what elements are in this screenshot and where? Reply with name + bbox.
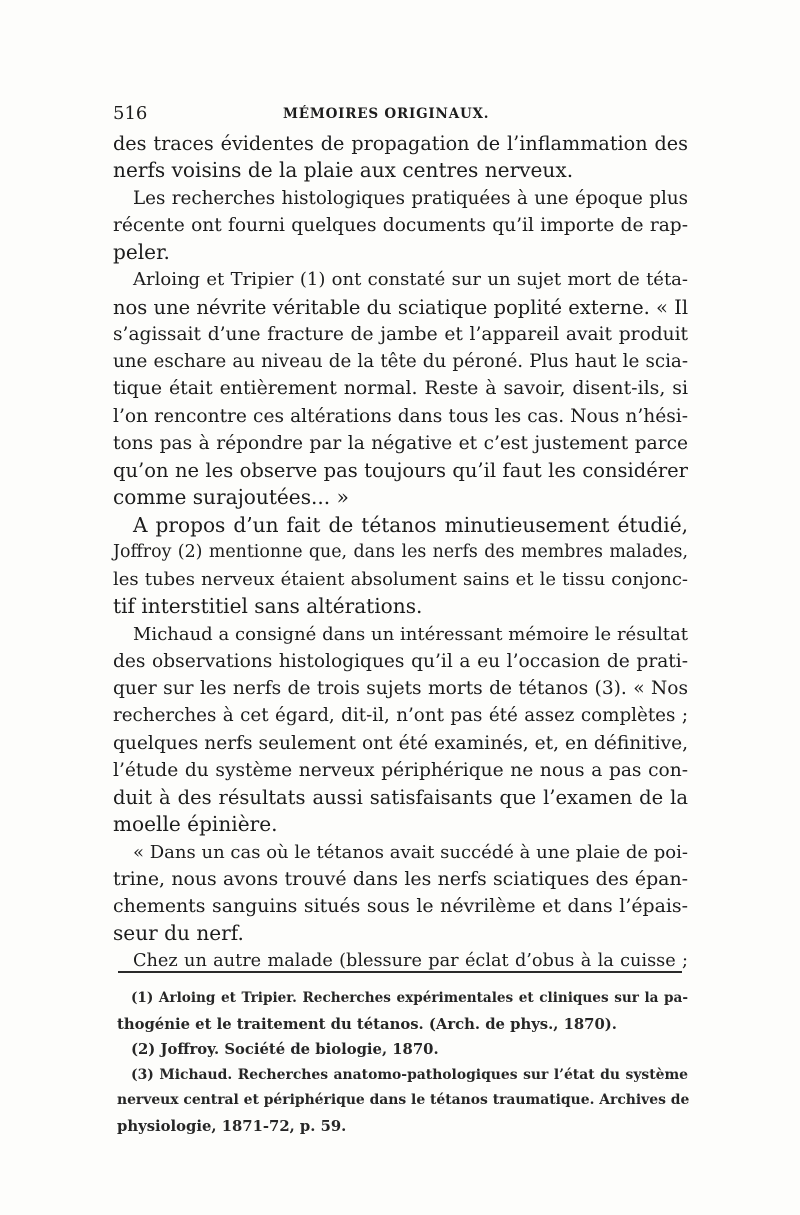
body-line: Joffroy (2) mentionne que, dans les nerfs des membres malades,: [113, 541, 688, 562]
page-header: [113, 100, 688, 128]
page-number: 516: [113, 103, 148, 124]
body-line: les tubes nerveux étaient absolument sains et le tissu conjonc-: [113, 569, 688, 590]
running-head: MÉMOIRES ORIGINAUX.: [283, 106, 490, 122]
body-line: nerfs voisins de la plaie aux centres nerveux.: [113, 158, 574, 183]
body-line: Michaud a consigné dans un intéressant mémoire le résultat: [133, 623, 688, 645]
body-line: seur du nerf.: [113, 921, 244, 946]
footnote-line: (2) Joffroy. Société de biologie, 1870.: [131, 1041, 439, 1059]
footnote-line: physiologie, 1871-72, p. 59.: [117, 1117, 347, 1135]
body-line: quer sur les nerfs de trois sujets morts de tétanos (3). « Nos: [113, 678, 688, 699]
body-line: récente ont fourni quelques documents qu’il importe de rap-: [113, 214, 688, 236]
body-line: des observations histologiques qu’il a eu l’occasion de prati-: [113, 650, 688, 672]
body-line: A propos d’un fait de tétanos minutieusement étudié,: [133, 512, 688, 537]
body-line: chements sanguins situés sous le névrilème et dans l’épais-: [113, 895, 688, 917]
body-line: recherches à cet égard, dit-il, n’ont pas été assez complètes ;: [113, 705, 688, 727]
footnote-line: nerveux central et périphérique dans le tétanos traumatique. Archives de: [117, 1092, 690, 1109]
body-line: l’on rencontre ces altérations dans tous les cas. Nous n’hési-: [113, 405, 688, 427]
body-line: « Dans un cas où le tétanos avait succédé à une plaie de poi-: [133, 841, 688, 863]
body-line: comme surajoutées... »: [113, 485, 349, 510]
body-line: Arloing et Tripier (1) ont constaté sur un sujet mort de téta-: [133, 269, 688, 291]
body-line: moelle épinière.: [113, 812, 278, 837]
body-text: [113, 130, 688, 975]
footnote-line: thogénie et le traitement du tétanos. (Arch. de phys., 1870).: [117, 1015, 617, 1033]
body-line: Les recherches histologiques pratiquées à une époque plus: [133, 187, 688, 209]
footnote-line: (1) Arloing et Tripier. Recherches expérimentales et cliniques sur la pa-: [131, 990, 688, 1006]
body-line: s’agissait d’une fracture de jambe et l’appareil avait produit: [113, 323, 688, 345]
body-line: tons pas à répondre par la négative et c’est justement parce: [113, 432, 688, 454]
body-line: peler.: [113, 240, 170, 264]
footnotes: [117, 986, 688, 1140]
body-line: tif interstitiel sans altérations.: [113, 594, 423, 619]
body-line: l’étude du système nerveux périphérique ne nous a pas con-: [113, 759, 688, 781]
footnote-separator: [118, 971, 682, 973]
footnote-line: (3) Michaud. Recherches anatomo-pathologiques sur l’état du système: [131, 1066, 688, 1083]
body-line: qu’on ne les observe pas toujours qu’il faut les considérer: [113, 459, 688, 482]
body-line: Chez un autre malade (blessure par éclat d’obus à la cuisse ;: [133, 950, 688, 971]
body-line: quelques nerfs seulement ont été examinés, et, en définitive,: [113, 732, 688, 754]
body-line: duit à des résultats aussi satisfaisants que l’examen de la: [113, 786, 688, 809]
body-line: trine, nous avons trouvé dans les nerfs sciatiques des épan-: [113, 867, 688, 890]
body-line: une eschare au niveau de la tête du péroné. Plus haut le scia-: [113, 351, 688, 372]
body-line: tique était entièrement normal. Reste à savoir, disent-ils, si: [113, 377, 688, 400]
body-line: des traces évidentes de propagation de l’inflammation des: [113, 132, 688, 155]
body-line: nos une névrite véritable du sciatique poplité externe. « Il: [113, 295, 689, 319]
